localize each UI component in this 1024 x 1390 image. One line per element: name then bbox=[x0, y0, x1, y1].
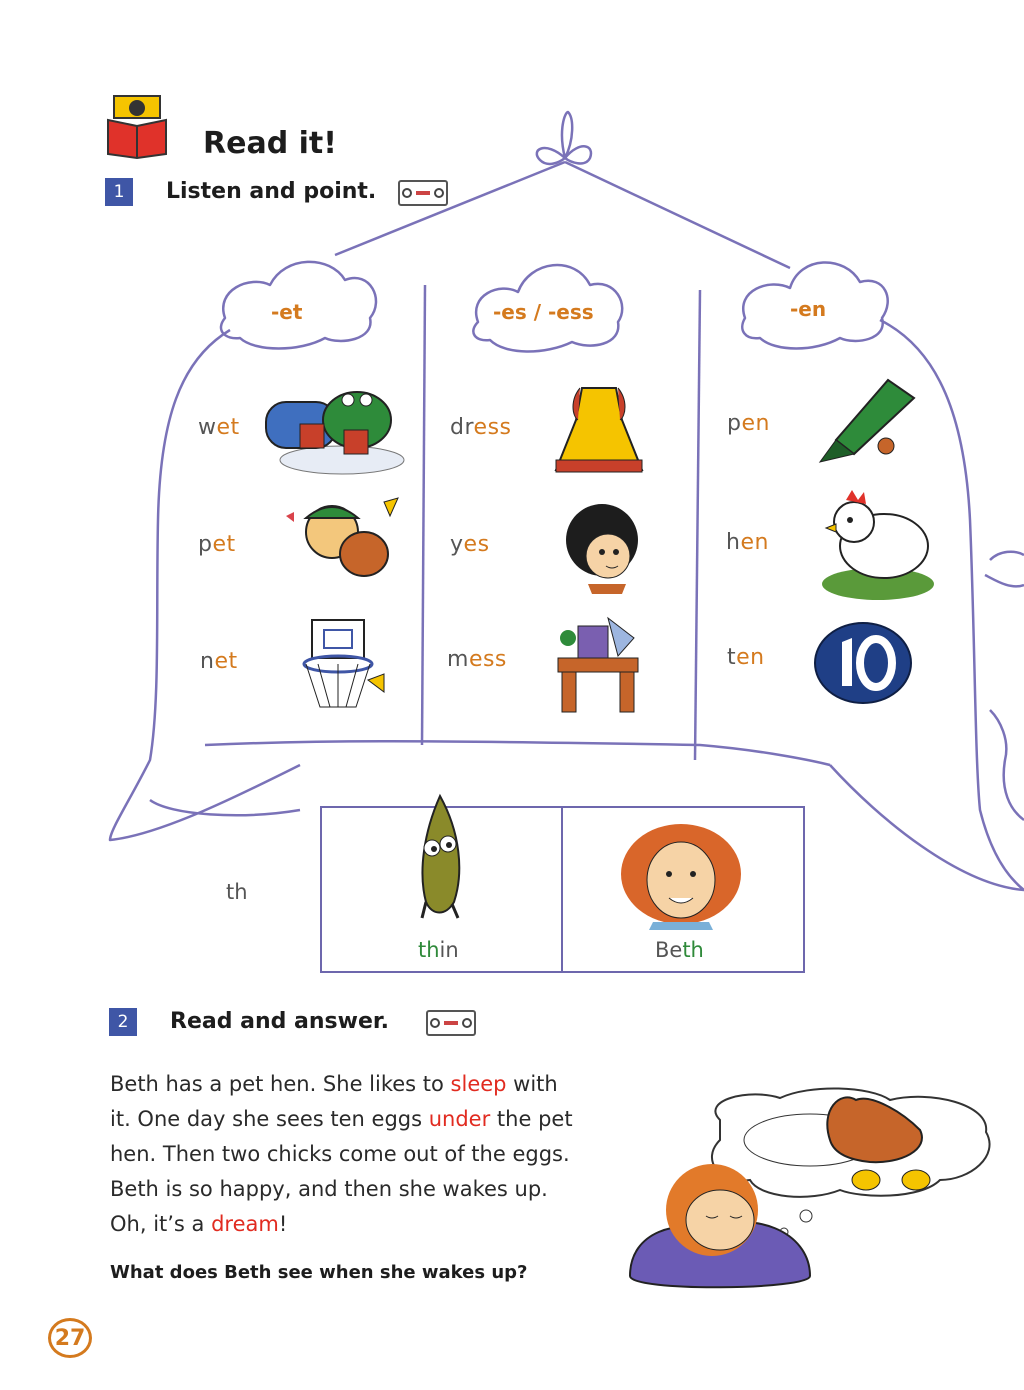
story-line-1: Beth has a pet hen. She likes to sleep with bbox=[110, 1072, 558, 1096]
yes-girl-picture bbox=[552, 498, 656, 598]
story-line-2: it. One day she sees ten eggs under the pet bbox=[110, 1107, 573, 1131]
word-wet[interactable]: wet bbox=[198, 415, 240, 440]
thin-seed-picture bbox=[404, 792, 484, 922]
messy-desk-picture bbox=[548, 608, 656, 718]
cassette-icon-2[interactable] bbox=[426, 1010, 476, 1036]
cassette-icon[interactable] bbox=[398, 180, 448, 206]
th-label: th bbox=[226, 880, 248, 904]
column-label-et: -et bbox=[271, 300, 303, 324]
exercise-number-1: 1 bbox=[105, 178, 133, 206]
question-text: What does Beth see when she wakes up? bbox=[110, 1262, 528, 1283]
beth-card[interactable] bbox=[561, 806, 805, 973]
story-line-3: hen. Then two chicks come out of the eggs. bbox=[110, 1142, 570, 1166]
word-yes[interactable]: yes bbox=[450, 532, 490, 557]
word-dress[interactable]: dress bbox=[450, 415, 512, 440]
column-label-es-ess: -es / -ess bbox=[493, 300, 594, 324]
word-pen[interactable]: pen bbox=[727, 411, 770, 436]
dreaming-girl-picture bbox=[620, 1080, 1000, 1300]
word-pet[interactable]: pet bbox=[198, 532, 236, 557]
page-number: 27 bbox=[48, 1318, 92, 1358]
ten-number-picture bbox=[812, 620, 914, 706]
pen-picture bbox=[816, 374, 920, 466]
wet-crocodile-picture bbox=[262, 380, 408, 476]
column-label-en: -en bbox=[790, 297, 827, 321]
word-hen[interactable]: hen bbox=[726, 530, 769, 555]
reading-book-icon bbox=[104, 94, 172, 160]
word-ten[interactable]: ten bbox=[727, 645, 765, 670]
story-line-5: Oh, it’s a dream! bbox=[110, 1212, 288, 1236]
story-line-4: Beth is so happy, and then she wakes up. bbox=[110, 1177, 548, 1201]
listen-and-point-heading: Listen and point. bbox=[166, 179, 377, 204]
section-title: Read it! bbox=[203, 126, 337, 161]
dress-picture bbox=[552, 380, 646, 480]
thin-card[interactable] bbox=[320, 806, 563, 973]
pet-dog-picture bbox=[280, 492, 408, 592]
word-beth: Beth bbox=[655, 938, 704, 962]
beth-girl-picture bbox=[619, 818, 745, 930]
basketball-net-picture bbox=[298, 612, 388, 712]
read-and-answer-heading: Read and answer. bbox=[170, 1009, 389, 1034]
story-text bbox=[110, 1067, 670, 1242]
word-mess[interactable]: mess bbox=[447, 647, 507, 672]
exercise-number-2: 2 bbox=[109, 1008, 137, 1036]
word-net[interactable]: net bbox=[200, 649, 238, 674]
hen-picture bbox=[818, 486, 936, 604]
word-thin: thin bbox=[418, 938, 459, 962]
